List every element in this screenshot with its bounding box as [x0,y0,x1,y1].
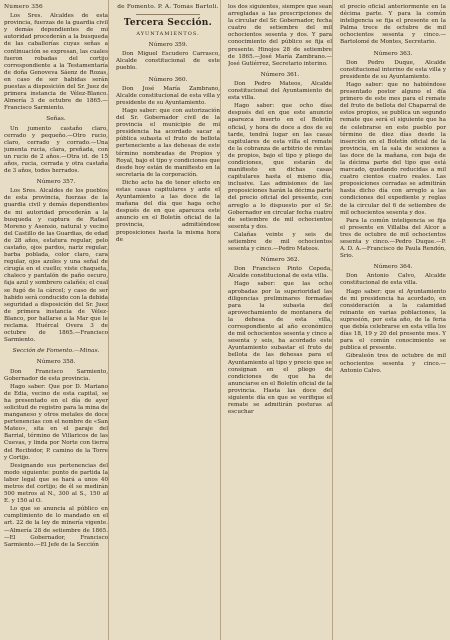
notice-paragraph: Para la común inteligencia se fija el presente en Villalba del Alcor a tres de octubre de mil ochocientos sesenta y cinco.—Pedro Duque.—P. A. D. A.—Francisco de Paula Rendón, Srio. [340,217,446,260]
notice-number: Número 357. [36,179,76,186]
section-title: Tercera Sección. [123,18,213,29]
notice-number: Número 363. [373,50,413,57]
separator [136,14,200,15]
notice-paragraph: Don Pedro Mateos, Alcalde constitucional del Ayuntamiento de esta villa. [228,80,332,102]
column-3 [228,4,332,640]
column-1 [4,4,108,640]
notice-paragraph: Designando sus pertenencias del modo siguiente: punto de partida la labor legal que se hará a unos 40 metros del cortijo; de él se medirán 500 metros al N., 300 al S., 150 al E. y 150 al O. [4,462,108,505]
column-2 [116,4,220,640]
notice-paragraph: Don Antonio Calvo, Alcalde constitucional de esta villa. [340,273,446,287]
notice-number: Número 364. [373,264,413,271]
notice-paragraph: Hago saber: Que por D. Mariano de Edia, vecino de esta capital, se ha presentado en el día de ayer solicitud de registro para la mina de manganeso y otros metales de doce pertenencias con el nombre de «San Mateo», sita en el paraje del Barrial, término de Villaricos de las Cuevas, y linda por Norte con tierra del Recibidor, P. camino de la Torre y Cortijo. [4,383,108,461]
section-subtitle: AYUNTAMIENTOS. [136,31,200,38]
notice-paragraph: Don José María Zambrano, Alcalde constitucional de esta villa y presidente de su Ayuntamiento. [116,85,220,106]
notice-subheading: Señas. [46,116,66,123]
notice-number: Número 360. [148,76,188,83]
notice-paragraph: Hago saber: que el Ayuntamiento de mi presidencia ha acordado, en consideración a la calamidad reinante en varias poblaciones, la supresión, por esta año, de la feria que debía celebrarse en esta villa los días 18, 19 y 20 del presente mes. Y para el común conocimiento se publica el presente. [340,288,446,352]
notice-paragraph: Calañas veinte y seis de setiembre de mil ochocientos sesenta y cinco.—Pedro Mateos. [228,231,332,253]
notice-paragraph: Hago saber: que con autorización del Sr. Gobernador civil de la provincia el municipio de mi presidencia ha acordado sacar a pública subasta el fruto de bellota perteneciente a las dehesas de este término nombradas de Propios y Royal, bajo el tipo y condiciones que desde hoy están de manifiesto en la secretaría de la corporación. [116,107,220,178]
notice-paragraph: el precio oficial anteriormente en la décima parte. Y para la común inteligencia se fija el presente en la Palma trece de octubre de mil ochocientos sesenta y cinco.—Bartolomé de Montes, Secretario. [340,4,446,46]
notice-paragraph: Lo que se anuncia al público en cumplimiento de lo mandado en el art. 22 de la ley de minería vigente.—Almería 28 de setiembre de 1865.—El Gobernador, Francisco Sarmiento.—El Jefe de la Sección [4,506,108,548]
column-4 [340,4,446,640]
notice-paragraph: Un jumento castaño claro, cerrado y pequeño.—Otro rucio, claro, cerrado y corrado.—Una jumenta rucia, clara, preñada, con un rucio de 2 años.—Otra id. de 15 años, rucia, cerrada y otra castaña de 3 años, todos herrados. [4,125,108,175]
column-header: de Fomento. P. A. Tomás Bartoli. [117,4,219,10]
notice-number: Número 362. [260,257,300,264]
notice-number: Número 361. [260,71,300,78]
section-heading: Sección de Fomento.—Minas. [12,348,100,355]
notice-paragraph: Gibraleón tres de octubre de mil ochocientos sesenta y cinco.—Antonio Calvo. [340,353,446,374]
page-number-header: Número 356 [4,4,43,10]
notice-paragraph: Don Francisco Pinto Cepeda, Alcalde constitucional de esta villa. [228,266,332,280]
notice-paragraph: Don Miguel Escudero Carrasco, Alcalde constitucional de este pueblo. [116,51,220,72]
notice-paragraph: Hago saber: que las ocho aprobadas por la superioridad las diligencias preliminares formadas para la subasta del aprovechamiento de montanera de la dehesa de esta villa, correspondiente al año económico de mil ochocientos sesenta y cinco a sesenta y seis, ha acordado este Ayuntamiento subastar el fruto de bellota de las dehesas para el Ayuntamiento al tipo y precio que se consignan en el pliego de condiciones de que ha de anunciarse en el Boletín oficial de la provincia. Hasta las doce del siguiente día en que se verifique el remate se admitirán posturas al escuchar [228,281,332,416]
notice-paragraph: Los Sres. Alcaldes de esta provincia, fuerzas de la guardia civil y demás dependientes de mi autoridad procederán a la busqueda de las caballerías cuyas señas a continuación se expresan, las cuales fueron robadas del cortijo correspondiente a la Testamentaría de doña Genoveva Sáenz de Rozas, en caso de ser habidas serán puestas a disposición del Sr. Juez de primera instancia de Vélez-Blanco. Almería 3 de octubre de 1865.—Francisco Sarmiento. [4,13,108,112]
notice-paragraph: Don Pedro Duque, Alcalde constitucional interino de esta villa y presidente de su Ayuntamiento. [340,59,446,80]
notice-number: Número 358. [36,359,76,366]
notice-paragraph: Don Francisco Sarmiento, Gobernador de esta provincia. [4,368,108,382]
notice-paragraph: Hago saber: que ocho días después del en que este anuncio aparezca inserto en el Boletín oficial, y hora de doce a dos de su tarde, tendrá lugar en las casas capitulares de esta villa el remate de la cobranza de arbitrio de rentas de propios, bajo el tipo y pliego de condiciones, que estarán de manifiesto en dichas casas capitulares hasta el mismo día, inclusive. Las admisiones de las proposiciones harán la décima parte del precio oficial del presente, con arreglo a lo dispuesto por el Sr. Gobernador en circular fecha cuatro de setiembre de mil ochocientos sesenta y dos. [228,103,332,230]
notice-paragraph: Dicho acto ha de tener efecto en estas casas capitulares y ante el Ayuntamiento a las doce de la mañana del día que haga ocho después de en que aparezca este anuncio en el Boletín oficial de la provincia, admitiéndose proposiciones hasta la misma hora de [116,179,220,243]
notice-paragraph: los dos siguientes, siempre que sean arregladas a las prescripciones de la circular del Sr. Gobernador, fecha cuatro de setiembre del mil ochocientos sesenta y dos. Y para conocimiento del público se fija el presente. Hinojos 28 de setiembre de 1865.—José María Zambrano.—José Gutiérrez, Secretario interino. [228,4,332,67]
notice-paragraph: Hago saber: que no habiéndose presentado postor alguno el día primero de este mes para el remate del fruto de bellota del Chaparral de estos propios, se publica un segundo remate que será el siguiente que ha de celebrarse en este pueblo por término de diez días desde la inserción en el Boletín oficial de la provincia, en la sala de sesiones a las doce de la mañana, con baja de la décima parte del tipo que está marcado, quedando reducidas a mil cuatro cientos cuatro reales. Las proposiciones cerradas se admitirán hasta dicho día con arreglo a las condiciones del expediente y reglas de la circular del 6 de setiembre de mil ochocientos sesenta y dos. [340,81,446,216]
notice-number: Número 359. [148,42,188,49]
notice-paragraph: Los Sres. Alcaldes de los pueblos de esta provincia, fuerzas de la guardia civil y demás dependientes de mi autoridad procederán a la busqueda y captura de Rafael Moreno y Asensio, natural y vecino del Castillo de las Guardias, de edad de 28 años, estatura regular, pelo castaño, ojos pardos, nariz regular, barba poblada, color claro, cara regular, ojos azules y una señal de cirugía en el cuello; viste chaqueta, chaleco y pantalón de paño oscuro, faja azul y sombrero calañés; el cual se fugó de la cárcel; y caso de ser habido será conducido con la debida seguridad a disposición del Sr. Juez de primera instancia de Vélez-Blanco, por hallarse a la Mar que le reclama. Huércal Overa 3 de octubre de 1865.—Francisco Sarmiento. [4,188,108,344]
